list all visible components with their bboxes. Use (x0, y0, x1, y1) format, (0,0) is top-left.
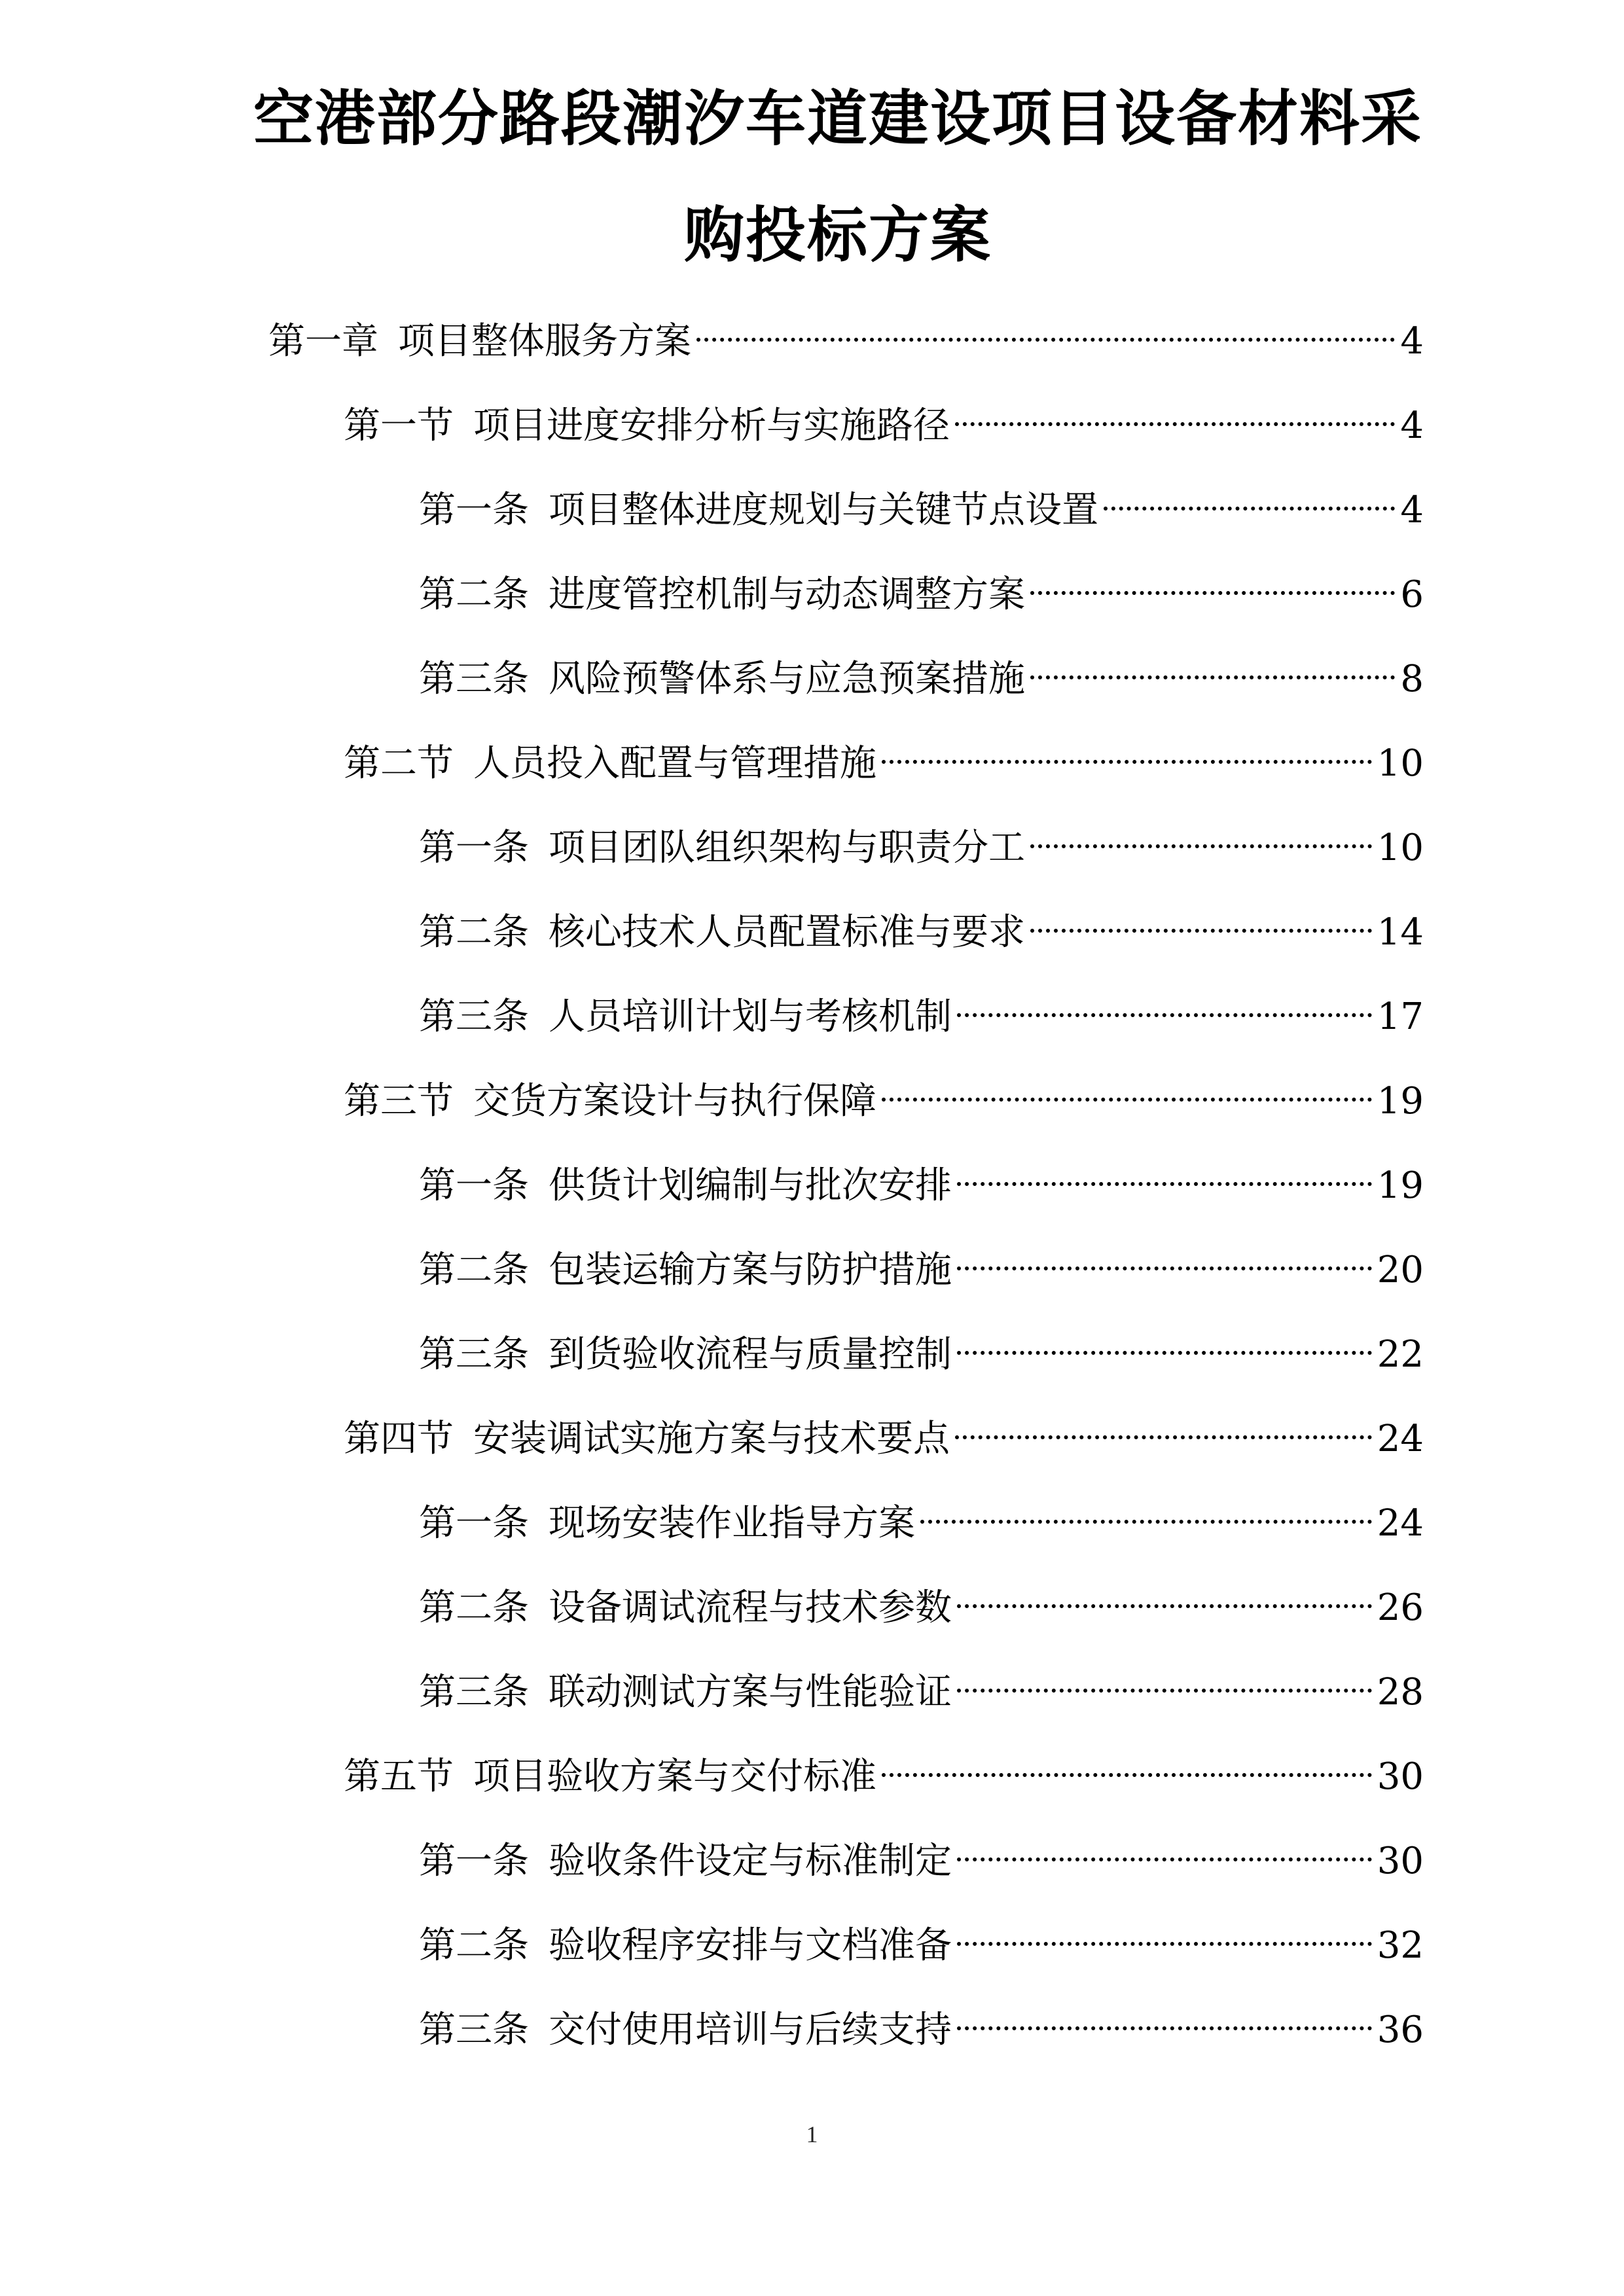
toc-entry-page-number: 10 (1377, 742, 1424, 785)
toc-entry-page-number: 6 (1400, 573, 1424, 616)
toc-entry-title: 到货验收流程与质量控制 (549, 1333, 952, 1376)
toc-dot-leader (957, 1152, 1372, 1198)
toc-entry-prefix: 第二节 (344, 742, 454, 785)
toc-entry-title: 人员培训计划与考核机制 (549, 996, 952, 1038)
toc-entry-title: 人员投入配置与管理措施 (473, 742, 876, 785)
toc-dot-leader (1030, 561, 1395, 607)
toc-entry[interactable] (344, 730, 1424, 785)
toc-entry-page-number: 20 (1377, 1249, 1424, 1291)
toc-dot-leader (957, 1996, 1372, 2042)
toc-dot-leader (957, 1321, 1372, 1367)
toc-entry[interactable] (419, 1490, 1424, 1545)
toc-entry-title: 安装调试实施方案与技术要点 (473, 1418, 950, 1460)
toc-entry-title: 验收程序安排与文档准备 (549, 1924, 952, 1967)
toc-entry[interactable] (344, 1743, 1424, 1798)
toc-entry-prefix: 第一条 (419, 489, 529, 531)
toc-entry-prefix: 第三条 (419, 1671, 529, 1713)
toc-entry-title: 项目验收方案与交付标准 (473, 1755, 876, 1798)
toc-entry-prefix: 第四节 (344, 1418, 454, 1460)
toc-dot-leader (1104, 476, 1395, 522)
toc-entry-title: 联动测试方案与性能验证 (549, 1671, 952, 1713)
toc-entry-page-number: 4 (1400, 489, 1424, 531)
toc-entry-title: 核心技术人员配置标准与要求 (549, 911, 1025, 954)
toc-entry-prefix: 第一节 (344, 404, 454, 447)
toc-dot-leader (1030, 645, 1395, 691)
toc-entry-page-number: 36 (1377, 2009, 1424, 2051)
toc-entry-page-number: 8 (1400, 658, 1424, 700)
page-number: 1 (806, 2121, 818, 2147)
toc-entry-prefix: 第五节 (344, 1755, 454, 1798)
document-title-line-2: 购投标方案 (683, 200, 992, 270)
toc-entry[interactable] (419, 1912, 1424, 1967)
toc-entry-prefix: 第一条 (419, 1164, 529, 1207)
toc-entry-page-number: 19 (1377, 1080, 1424, 1122)
toc-entry[interactable] (419, 899, 1424, 954)
toc-entry-title: 风险预警体系与应急预案措施 (549, 658, 1025, 700)
toc-entry[interactable] (344, 392, 1424, 447)
toc-dot-leader (882, 1067, 1372, 1113)
toc-entry-prefix: 第一条 (419, 1502, 529, 1545)
toc-entry-title: 设备调试流程与技术参数 (549, 1587, 952, 1629)
toc-entry-prefix: 第一章 (268, 320, 378, 363)
toc-entry[interactable] (419, 645, 1424, 700)
toc-entry-page-number: 10 (1377, 827, 1424, 869)
toc-entry-page-number: 19 (1377, 1164, 1424, 1207)
toc-entry-title: 包装运输方案与防护措施 (549, 1249, 952, 1291)
toc-entry-prefix: 第三条 (419, 1333, 529, 1376)
toc-entry-page-number: 30 (1377, 1755, 1424, 1798)
toc-entry[interactable] (268, 308, 1424, 363)
toc-dot-leader (957, 1912, 1372, 1958)
toc-entry[interactable] (344, 1405, 1424, 1460)
toc-entry[interactable] (344, 1067, 1424, 1122)
toc-entry-page-number: 24 (1377, 1502, 1424, 1545)
toc-dot-leader (1030, 814, 1372, 860)
toc-entry[interactable] (419, 1659, 1424, 1713)
toc-entry-page-number: 24 (1377, 1418, 1424, 1460)
toc-entry-title: 现场安装作业指导方案 (549, 1502, 915, 1545)
toc-entry-page-number: 22 (1377, 1333, 1424, 1376)
toc-entry[interactable] (419, 1152, 1424, 1207)
toc-dot-leader (957, 1827, 1372, 1873)
toc-entry[interactable] (419, 561, 1424, 616)
toc-entry-page-number: 4 (1400, 320, 1424, 363)
toc-entry-prefix: 第三节 (344, 1080, 454, 1122)
toc-entry[interactable] (419, 1996, 1424, 2051)
toc-entry-page-number: 17 (1377, 996, 1424, 1038)
toc-entry-prefix: 第一条 (419, 1840, 529, 1882)
toc-entry-title: 项目团队组织架构与职责分工 (549, 827, 1025, 869)
toc-entry-prefix: 第二条 (419, 573, 529, 616)
toc-entry-prefix: 第一条 (419, 827, 529, 869)
toc-dot-leader (957, 983, 1372, 1029)
toc-dot-leader (1030, 899, 1372, 944)
toc-entry[interactable] (419, 1574, 1424, 1629)
toc-entry-title: 项目整体进度规划与关键节点设置 (549, 489, 1098, 531)
toc-entry-page-number: 32 (1377, 1924, 1424, 1967)
toc-entry-prefix: 第三条 (419, 996, 529, 1038)
toc-entry-page-number: 30 (1377, 1840, 1424, 1882)
toc-dot-leader (955, 392, 1395, 438)
toc-entry-title: 交付使用培训与后续支持 (549, 2009, 952, 2051)
toc-dot-leader (955, 1405, 1372, 1451)
toc-entry-page-number: 26 (1377, 1587, 1424, 1629)
toc-entry[interactable] (419, 983, 1424, 1038)
toc-entry[interactable] (419, 814, 1424, 869)
toc-dot-leader (957, 1236, 1372, 1282)
toc-entry-prefix: 第二条 (419, 1587, 529, 1629)
toc-entry[interactable] (419, 476, 1424, 531)
toc-dot-leader (882, 1743, 1372, 1789)
toc-dot-leader (920, 1490, 1372, 1535)
toc-entry-page-number: 14 (1377, 911, 1424, 954)
toc-dot-leader (696, 308, 1395, 353)
toc-entry-title: 验收条件设定与标准制定 (549, 1840, 952, 1882)
toc-entry[interactable] (419, 1236, 1424, 1291)
toc-entry-page-number: 28 (1377, 1671, 1424, 1713)
toc-entry-prefix: 第三条 (419, 2009, 529, 2051)
toc-entry-title: 项目整体服务方案 (398, 320, 691, 363)
toc-entry-prefix: 第二条 (419, 1249, 529, 1291)
toc-entry-prefix: 第三条 (419, 658, 529, 700)
toc-entry-title: 项目进度安排分析与实施路径 (473, 404, 950, 447)
document-title-line-1: 空港部分路段潮汐车道建设项目设备材料采 (253, 84, 1422, 154)
toc-entry[interactable] (419, 1827, 1424, 1882)
toc-entry-title: 进度管控机制与动态调整方案 (549, 573, 1025, 616)
toc-entry-title: 交货方案设计与执行保障 (473, 1080, 876, 1122)
toc-dot-leader (957, 1659, 1372, 1704)
toc-entry-page-number: 4 (1400, 404, 1424, 447)
toc-dot-leader (882, 730, 1372, 776)
toc-entry[interactable] (419, 1321, 1424, 1376)
toc-entry-prefix: 第二条 (419, 911, 529, 954)
toc-dot-leader (957, 1574, 1372, 1620)
toc-entry-title: 供货计划编制与批次安排 (549, 1164, 952, 1207)
toc-entry-prefix: 第二条 (419, 1924, 529, 1967)
